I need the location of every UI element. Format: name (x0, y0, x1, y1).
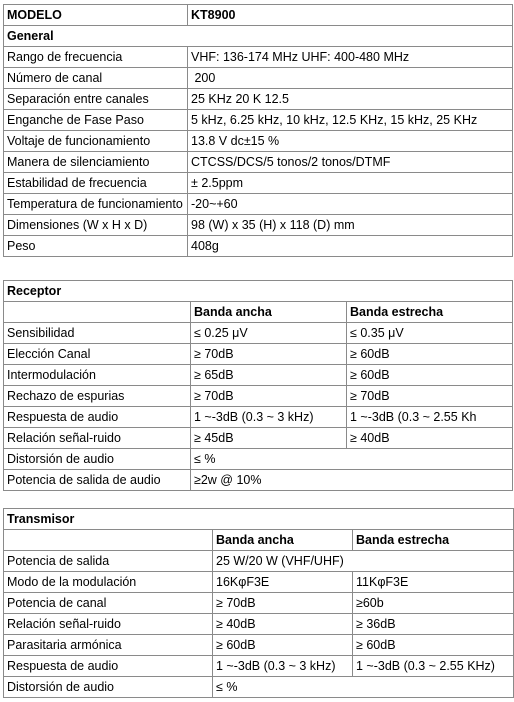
section-title-receptor: Receptor (4, 281, 513, 302)
table-row (4, 635, 514, 656)
spec-label: Respuesta de audio (4, 407, 191, 428)
table-row (4, 152, 513, 173)
spec-value: ≤ % (213, 677, 514, 698)
narrow-value: 1 ~-3dB (0.3 ~ 2.55 Kh (347, 407, 513, 428)
section-header-row (4, 26, 513, 47)
table-row (4, 386, 513, 407)
spec-label: Peso (4, 236, 188, 257)
spec-value: ± 2.5ppm (188, 173, 513, 194)
table-row (4, 677, 514, 698)
spec-value: CTCSS/DCS/5 tonos/2 tonos/DTMF (188, 152, 513, 173)
narrow-value: ≤ 0.35 μV (347, 323, 513, 344)
table-row (4, 449, 513, 470)
table-row (4, 236, 513, 257)
model-label: MODELO (4, 5, 188, 26)
column-header-wide: Banda ancha (191, 302, 347, 323)
spec-label: Potencia de canal (4, 593, 213, 614)
wide-value: ≤ 0.25 μV (191, 323, 347, 344)
wide-value: ≥ 45dB (191, 428, 347, 449)
narrow-value: 1 ~-3dB (0.3 ~ 2.55 KHz) (353, 656, 514, 677)
spec-label: Relación señal-ruido (4, 428, 191, 449)
spec-label: Temperatura de funcionamiento (4, 194, 188, 215)
narrow-value: ≥60b (353, 593, 514, 614)
section-header-row (4, 281, 513, 302)
table-row (4, 89, 513, 110)
column-header-narrow: Banda estrecha (347, 302, 513, 323)
spec-value: 200 (188, 68, 513, 89)
table-row (4, 428, 513, 449)
table-row (4, 173, 513, 194)
wide-value: 16KφF3E (213, 572, 353, 593)
spec-label: Dimensiones (W x H x D) (4, 215, 188, 236)
model-row (4, 5, 513, 26)
spec-label: Voltaje de funcionamiento (4, 131, 188, 152)
table-row (4, 470, 513, 491)
spec-label: Respuesta de audio (4, 656, 213, 677)
spec-value: VHF: 136-174 MHz UHF: 400-480 MHz (188, 47, 513, 68)
table-row (4, 593, 514, 614)
spec-label: Modo de la modulación (4, 572, 213, 593)
table-row (4, 215, 513, 236)
spec-value: ≤ % (191, 449, 513, 470)
narrow-value: ≥ 40dB (347, 428, 513, 449)
general-spec-table (3, 4, 513, 257)
transmisor-spec-table (3, 508, 514, 698)
table-row (4, 344, 513, 365)
spec-label: Rango de frecuencia (4, 47, 188, 68)
table-row (4, 614, 514, 635)
receptor-spec-table (3, 280, 513, 491)
spec-label: Sensibilidad (4, 323, 191, 344)
table-row (4, 47, 513, 68)
column-header-wide: Banda ancha (213, 530, 353, 551)
wide-value: ≥ 60dB (213, 635, 353, 656)
table-row (4, 365, 513, 386)
spec-label: Enganche de Fase Paso (4, 110, 188, 131)
spec-label: Elección Canal (4, 344, 191, 365)
spec-label: Parasitaria armónica (4, 635, 213, 656)
spec-label: Separación entre canales (4, 89, 188, 110)
wide-value: ≥ 70dB (191, 386, 347, 407)
narrow-value: ≥ 36dB (353, 614, 514, 635)
wide-value: ≥ 70dB (213, 593, 353, 614)
narrow-value: ≥ 60dB (353, 635, 514, 656)
spec-value: 25 KHz 20 K 12.5 (188, 89, 513, 110)
narrow-value: ≥ 60dB (347, 365, 513, 386)
spec-value: ≥2w @ 10% (191, 470, 513, 491)
spec-value: 408g (188, 236, 513, 257)
table-row (4, 572, 514, 593)
table-row (4, 407, 513, 428)
table-row (4, 323, 513, 344)
spec-label: Distorsión de audio (4, 449, 191, 470)
narrow-value: 11KφF3E (353, 572, 514, 593)
spec-label: Manera de silenciamiento (4, 152, 188, 173)
table-row (4, 194, 513, 215)
spec-value: 5 kHz, 6.25 kHz, 10 kHz, 12.5 KHz, 15 kHz, 25 KHz (188, 110, 513, 131)
column-header-row (4, 530, 514, 551)
spec-value: 13.8 V dc±15 % (188, 131, 513, 152)
table-row (4, 551, 514, 572)
section-header-row (4, 509, 514, 530)
table-row (4, 131, 513, 152)
wide-value: 1 ~-3dB (0.3 ~ 3 kHz) (213, 656, 353, 677)
spec-label: Distorsión de audio (4, 677, 213, 698)
column-header-row (4, 302, 513, 323)
spec-label: Número de canal (4, 68, 188, 89)
empty-header-cell (4, 530, 213, 551)
spec-label: Estabilidad de frecuencia (4, 173, 188, 194)
wide-value: ≥ 70dB (191, 344, 347, 365)
spec-label: Potencia de salida (4, 551, 213, 572)
table-row (4, 68, 513, 89)
spec-label: Rechazo de espurias (4, 386, 191, 407)
spec-label: Potencia de salida de audio (4, 470, 191, 491)
spec-label: Intermodulación (4, 365, 191, 386)
narrow-value: ≥ 60dB (347, 344, 513, 365)
spec-value: -20~+60 (188, 194, 513, 215)
table-row (4, 110, 513, 131)
wide-value: ≥ 65dB (191, 365, 347, 386)
section-title-transmisor: Transmisor (4, 509, 514, 530)
model-value: KT8900 (188, 5, 513, 26)
spec-value: 25 W/20 W (VHF/UHF) (213, 551, 514, 572)
spec-value: 98 (W) x 35 (H) x 118 (D) mm (188, 215, 513, 236)
column-header-narrow: Banda estrecha (353, 530, 514, 551)
section-title-general: General (4, 26, 513, 47)
wide-value: ≥ 40dB (213, 614, 353, 635)
table-row (4, 656, 514, 677)
spec-label: Relación señal-ruido (4, 614, 213, 635)
narrow-value: ≥ 70dB (347, 386, 513, 407)
empty-header-cell (4, 302, 191, 323)
wide-value: 1 ~-3dB (0.3 ~ 3 kHz) (191, 407, 347, 428)
